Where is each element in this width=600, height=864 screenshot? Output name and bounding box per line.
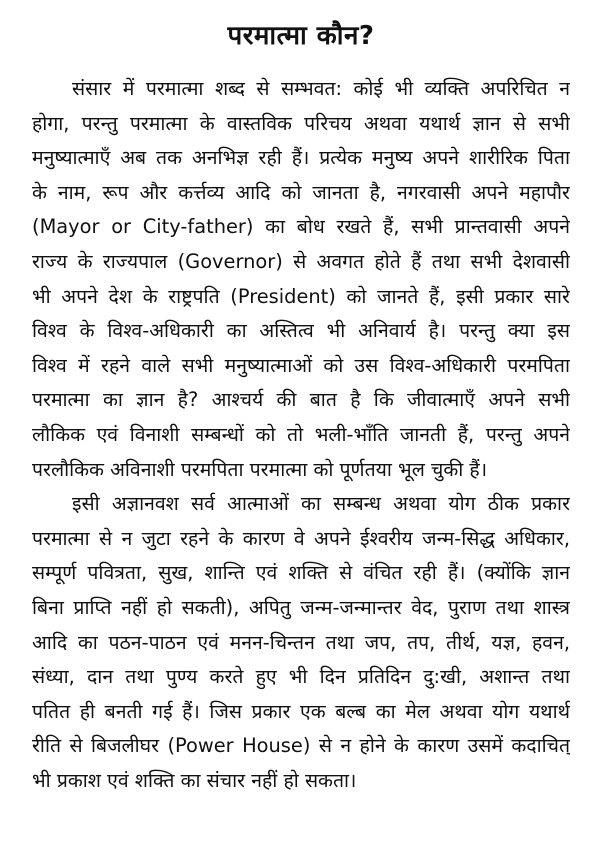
text-line: विश्व में रहने वाले सभी मनुष्यात्माओं को उस विश्व-अधिकारी परमपिता bbox=[32, 353, 570, 377]
text-line: बिना प्राप्ति नहीं हो सकती), अपितु जन्म-जन्मान्तर वेद, पुराण तथा शास्त्र bbox=[32, 595, 570, 619]
text-line: संध्या, दान तथा पुण्य करते हुए भी दिन प्रतिदिन दु:खी, अशान्त तथा bbox=[32, 665, 570, 689]
text-line: संसार में परमात्मा शब्द से सम्भवत: कोई भी व्यक्ति अपरिचित न bbox=[72, 77, 570, 100]
text-line: भी अपने देश के राष्ट्रपति (President) को जानते हैं, इसी प्रकार सारे bbox=[32, 284, 570, 308]
text-line: के नाम, रूप और कर्त्तव्य आदि को जानता है, नगरवासी अपने महापौर bbox=[32, 180, 570, 204]
text-line: परमात्मा से न जुटा रहने के कारण वे अपने ईश्वरीय जन्म-सिद्ध अधिकार, bbox=[32, 526, 570, 550]
text-line: परमात्मा का ज्ञान है? आश्चर्य की बात है कि जीवात्माएँ अपने सभी bbox=[32, 388, 570, 412]
text-line: पतित ही बनती गई हैं। जिस प्रकार एक बल्ब का मेल अथवा योग यथार्थ bbox=[32, 699, 570, 723]
paragraph-2 bbox=[32, 487, 570, 798]
text-line: मनुष्यात्माएँ अब तक अनभिज्ञ रही हैं। प्रत्येक मनुष्य अपने शारीरिक पिता bbox=[32, 146, 570, 170]
text-line: विश्व के विश्व-अधिकारी का अस्तित्व भी अनिवार्य है। परन्तु क्या इस bbox=[32, 319, 570, 343]
text-line: होगा, परन्तु परमात्मा के वास्तविक परिचय अथवा यथार्थ ज्ञान से सभी bbox=[32, 111, 570, 135]
paragraph-1 bbox=[32, 72, 570, 487]
text-line: आदि का पठन-पाठन एवं मनन-चिन्तन तथा जप, तप, तीर्थ, यज्ञ, हवन, bbox=[32, 630, 570, 654]
text-line: सम्पूर्ण पवित्रता, सुख, शान्ति एवं शक्ति से वंचित रही हैं। (क्योंकि ज्ञान bbox=[32, 561, 570, 585]
text-line: इसी अज्ञानवश सर्व आत्माओं का सम्बन्ध अथवा योग ठीक प्रकार bbox=[72, 492, 570, 516]
text-line: भी प्रकाश एवं शक्ति का संचार नहीं हो सकता। bbox=[32, 768, 357, 792]
text-line: राज्य के राज्यपाल (Governor) से अवगत होते हैं तथा सभी देशवासी bbox=[32, 249, 570, 273]
text-line: परलौकिक अविनाशी परमपिता परमात्मा को पूर्णतया भूल चुकी हैं। bbox=[32, 457, 488, 481]
text-line: रीति से बिजलीघर (Power House) से न होने के कारण उसमें कदाचित् bbox=[32, 734, 570, 758]
text-line: (Mayor or City-father) का बोध रखते हैं, सभी प्रान्तवासी अपने bbox=[32, 215, 570, 239]
page-title: परमात्मा कौन? bbox=[227, 21, 375, 51]
text-line: लौकिक एवं विनाशी सम्बन्धों को तो भली-भाँति जानती हैं, परन्तु अपने bbox=[32, 422, 570, 446]
